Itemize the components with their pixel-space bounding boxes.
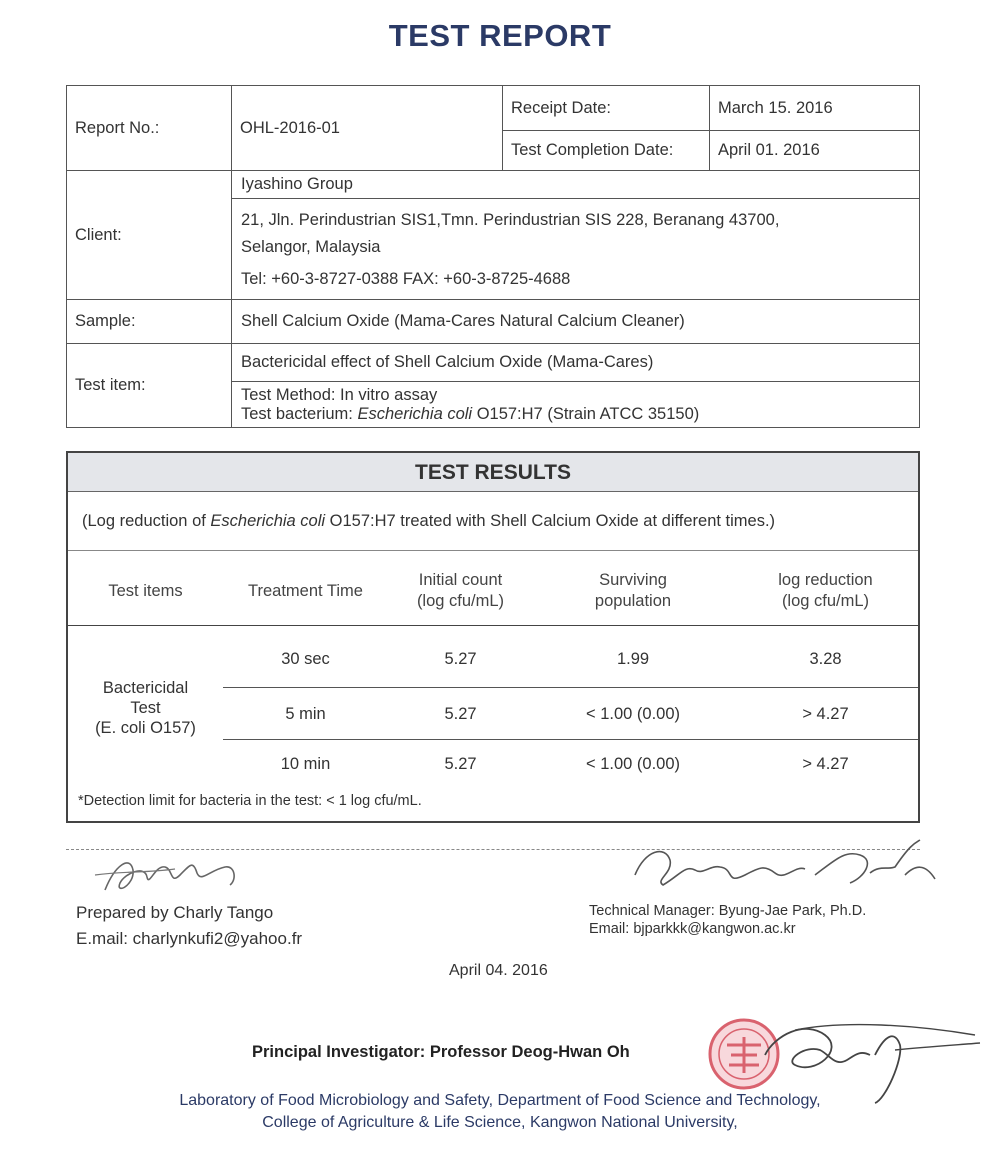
group-label	[68, 678, 223, 738]
group-label-line-1: Bactericidal	[102, 679, 189, 697]
preparer-signature	[85, 845, 265, 900]
manager-signature	[625, 835, 945, 905]
group-label-line-3: (E. coli O157)	[95, 719, 196, 737]
col-test-items: Test items	[108, 582, 183, 600]
row-2-initial: 5.27	[444, 705, 477, 723]
row-3-time: 10 min	[280, 755, 331, 773]
report-title: TEST REPORT	[388, 18, 612, 53]
report-no-value: OHL-2016-01	[232, 86, 503, 171]
lab-footer-line-2: College of Agriculture & Life Science, Kangwon National University,	[262, 1114, 738, 1131]
client-address-line-1: 21, Jln. Perindustrian SIS1,Tmn. Perindustrian SIS 228, Beranang 43700,	[241, 211, 780, 229]
caption-prefix: (Log reduction of	[82, 512, 211, 530]
lab-footer	[0, 1090, 1000, 1134]
detection-limit-note: *Detection limit for bacteria in the test: < 1 log cfu/mL.	[78, 793, 422, 809]
test-method: Test Method: In vitro assay	[241, 385, 438, 404]
test-results-caption	[68, 492, 918, 551]
col-initial-count-line-1: Initial count	[418, 571, 503, 589]
col-log-reduction	[733, 570, 918, 612]
completion-date-label: Test Completion Date:	[503, 131, 710, 171]
client-name: Iyashino Group	[232, 171, 920, 199]
caption-species: Escherichia coli	[210, 512, 326, 530]
row-1-reduction: 3.28	[809, 650, 842, 668]
row-1-surviving: 1.99	[616, 650, 650, 668]
row-1-initial: 5.27	[444, 650, 477, 668]
col-initial-count	[388, 570, 533, 612]
row-2-surviving: < 1.00 (0.00)	[585, 705, 681, 723]
row-3-initial: 5.27	[444, 755, 477, 773]
row-3-surviving: < 1.00 (0.00)	[585, 755, 681, 773]
col-surviving-population	[533, 570, 733, 612]
report-no-label: Report No.:	[67, 86, 232, 171]
header-rule	[68, 625, 918, 626]
test-results-heading: TEST RESULTS	[68, 453, 918, 492]
test-bacterium-species: Escherichia coli	[357, 404, 473, 423]
test-results-box	[66, 451, 920, 823]
client-address	[232, 199, 920, 300]
row-1-time: 30 sec	[281, 650, 330, 668]
caption-suffix: O157:H7 treated with Shell Calcium Oxide at different times.)	[325, 512, 776, 530]
principal-investigator: Principal Investigator: Professor Deog-Hwan Oh	[252, 1043, 630, 1061]
col-surviving-line-1: Surviving	[599, 571, 667, 589]
prepared-email: E.mail: charlynkufi2@yahoo.fr	[76, 929, 303, 948]
row-divider	[223, 687, 918, 688]
manager-email: Email: bjparkkk@kangwon.ac.kr	[589, 921, 796, 937]
col-initial-count-line-2: (log cfu/mL)	[416, 592, 505, 610]
lab-footer-line-1: Laboratory of Food Microbiology and Safety, Department of Food Science and Technology,	[179, 1092, 821, 1109]
test-method-cell	[232, 382, 920, 428]
row-2-reduction: > 4.27	[802, 705, 849, 723]
col-surviving-line-2: population	[594, 592, 672, 610]
receipt-date-label: Receipt Date:	[503, 86, 710, 131]
group-label-line-2: Test	[130, 699, 161, 717]
test-bacterium	[241, 405, 911, 424]
sample-value: Shell Calcium Oxide (Mama-Cares Natural Calcium Cleaner)	[232, 300, 920, 344]
test-bacterium-prefix: Test bacterium:	[241, 404, 358, 423]
row-2-time: 5 min	[285, 705, 326, 723]
technical-manager: Technical Manager: Byung-Jae Park, Ph.D.	[589, 903, 867, 919]
report-info-table	[66, 85, 920, 428]
receipt-date-value: March 15. 2016	[710, 86, 920, 131]
test-item-label: Test item:	[67, 344, 232, 428]
test-bacterium-suffix: O157:H7 (Strain ATCC 35150)	[472, 404, 700, 423]
test-item-value: Bactericidal effect of Shell Calcium Oxide (Mama-Cares)	[232, 344, 920, 382]
report-date: April 04. 2016	[449, 962, 548, 979]
client-label: Client:	[67, 171, 232, 300]
prepared-by: Prepared by Charly Tango	[76, 903, 274, 922]
client-address-line-2: Selangor, Malaysia	[241, 238, 381, 256]
sample-label: Sample:	[67, 300, 232, 344]
client-contact: Tel: +60-3-8727-0388 FAX: +60-3-8725-4688	[241, 270, 571, 288]
col-treatment-time: Treatment Time	[248, 582, 363, 600]
row-divider	[223, 739, 918, 740]
col-log-reduction-line-1: log reduction	[778, 571, 873, 589]
col-log-reduction-line-2: (log cfu/mL)	[781, 592, 870, 610]
completion-date-value: April 01. 2016	[710, 131, 920, 171]
row-3-reduction: > 4.27	[802, 755, 849, 773]
